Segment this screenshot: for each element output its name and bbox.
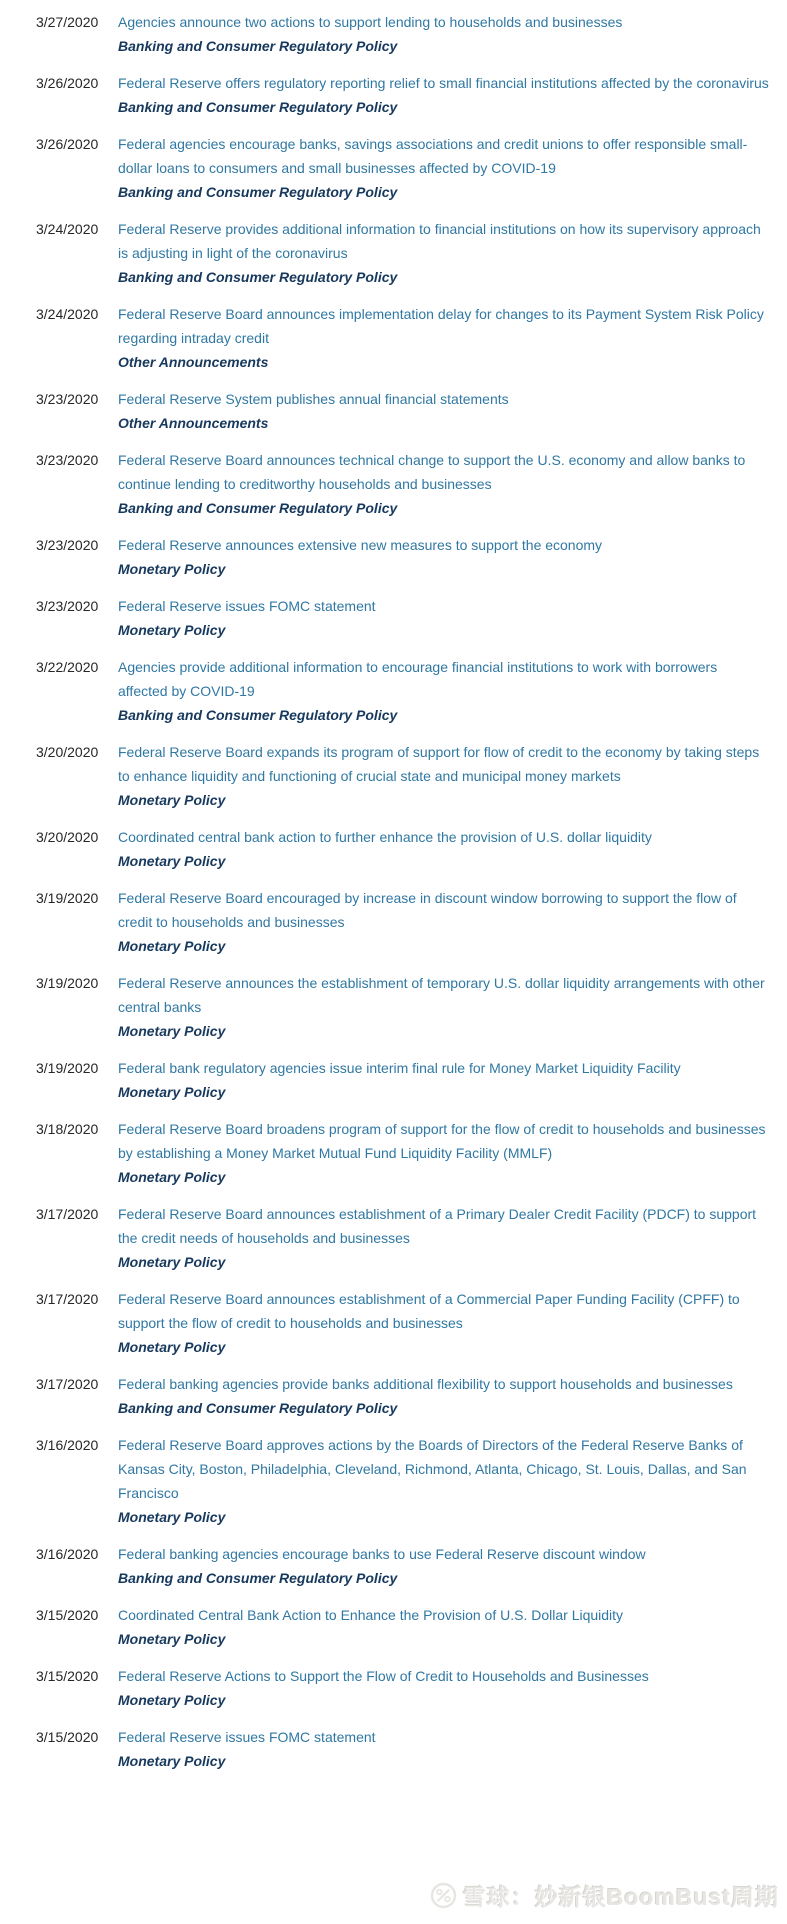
announcement-date: 3/16/2020: [36, 1437, 99, 1453]
announcement-content: [118, 1433, 769, 1529]
announcement-date: 3/15/2020: [36, 1668, 99, 1684]
announcement-date: 3/23/2020: [36, 598, 99, 614]
announcement-title-link[interactable]: Federal Reserve System publishes annual financial statements: [118, 391, 509, 407]
announcement-title-link[interactable]: Federal Reserve offers regulatory reporting relief to small financial institutions affected by the coronavirus: [118, 75, 769, 91]
announcement-row: [36, 886, 769, 958]
announcement-category-label: Monetary Policy: [118, 792, 226, 808]
announcement-content: [118, 1117, 769, 1189]
xueqiu-watermark: [430, 1879, 779, 1912]
announcement-title-link[interactable]: Federal Reserve issues FOMC statement: [118, 598, 376, 614]
announcement-title-link[interactable]: Agencies provide additional information to encourage financial institutions to work with borrowers affected by COVID-19: [118, 659, 718, 699]
announcement-category-label: Banking and Consumer Regulatory Policy: [118, 1570, 398, 1586]
announcement-content: [118, 655, 769, 727]
announcement-content: [118, 387, 769, 435]
announcement-row: [36, 1433, 769, 1529]
announcement-date: 3/18/2020: [36, 1121, 99, 1137]
announcement-title-link[interactable]: Coordinated Central Bank Action to Enhance the Provision of U.S. Dollar Liquidity: [118, 1607, 624, 1623]
announcement-date: 3/19/2020: [36, 890, 99, 906]
announcement-row: [36, 71, 769, 119]
announcement-content: [118, 10, 769, 58]
announcement-date: 3/16/2020: [36, 1546, 99, 1562]
announcement-title-link[interactable]: Federal bank regulatory agencies issue interim final rule for Money Market Liquidity Facility: [118, 1060, 681, 1076]
announcement-category-label: Banking and Consumer Regulatory Policy: [118, 1400, 398, 1416]
announcement-title-link[interactable]: Federal Reserve Board announces technical change to support the U.S. economy and allow banks to continue lending to creditworthy households and businesses: [118, 452, 746, 492]
announcement-title-link[interactable]: Agencies announce two actions to support lending to households and businesses: [118, 14, 623, 30]
announcement-category-label: Monetary Policy: [118, 1631, 226, 1647]
announcement-row: [36, 1664, 769, 1712]
announcement-category-label: Monetary Policy: [118, 1339, 226, 1355]
announcement-category-label: Monetary Policy: [118, 1169, 226, 1185]
announcement-content: [118, 533, 769, 581]
announcement-content: [118, 1542, 769, 1590]
announcement-title-link[interactable]: Federal Reserve Board expands its program of support for flow of credit to the economy by taking steps to enhance liquidity and functioning of crucial state and municipal money markets: [118, 744, 760, 784]
announcement-title-link[interactable]: Federal Reserve Board announces establishment of a Primary Dealer Credit Facility (PDCF) to support the credit needs of households and businesses: [118, 1206, 757, 1246]
announcement-content: [118, 971, 769, 1043]
announcement-content: [118, 1664, 769, 1712]
announcement-category-label: Other Announcements: [118, 354, 269, 370]
announcement-title-link[interactable]: Federal Reserve Board encouraged by increase in discount window borrowing to support the flow of credit to households and businesses: [118, 890, 737, 930]
xueqiu-watermark-text: 雪球：妙新银BoomBust周期: [462, 1884, 779, 1910]
announcement-title-link[interactable]: Federal Reserve Board announces establishment of a Commercial Paper Funding Facility (CPFF) to support the flow of credit to households and businesses: [118, 1291, 740, 1331]
announcement-date: 3/22/2020: [36, 659, 99, 675]
announcement-row: [36, 740, 769, 812]
announcement-date: 3/17/2020: [36, 1206, 99, 1222]
announcement-category-label: Banking and Consumer Regulatory Policy: [118, 269, 398, 285]
announcement-title-link[interactable]: Coordinated central bank action to further enhance the provision of U.S. dollar liquidity: [118, 829, 652, 845]
announcement-category-label: Banking and Consumer Regulatory Policy: [118, 99, 398, 115]
announcement-row: [36, 1287, 769, 1359]
announcement-row: [36, 217, 769, 289]
announcement-category-label: Monetary Policy: [118, 1692, 226, 1708]
announcement-row: [36, 971, 769, 1043]
announcement-row: [36, 302, 769, 374]
announcement-title-link[interactable]: Federal banking agencies encourage banks to use Federal Reserve discount window: [118, 1546, 646, 1562]
announcement-date: 3/15/2020: [36, 1607, 99, 1623]
announcement-title-link[interactable]: Federal Reserve Board announces implementation delay for changes to its Payment System Risk Policy regarding intraday credit: [118, 306, 764, 346]
announcement-row: [36, 10, 769, 58]
announcement-content: [118, 594, 769, 642]
announcement-category-label: Monetary Policy: [118, 622, 226, 638]
announcement-date: 3/19/2020: [36, 975, 99, 991]
announcement-category-label: Monetary Policy: [118, 853, 226, 869]
xueqiu-snowball-icon: [430, 1882, 457, 1909]
announcement-content: [118, 740, 769, 812]
announcement-content: [118, 132, 769, 204]
announcement-row: [36, 1603, 769, 1651]
announcement-row: [36, 448, 769, 520]
announcement-category-label: Monetary Policy: [118, 938, 226, 954]
announcement-category-label: Banking and Consumer Regulatory Policy: [118, 707, 398, 723]
announcement-date: 3/24/2020: [36, 221, 99, 237]
announcement-category-label: Banking and Consumer Regulatory Policy: [118, 500, 398, 516]
announcement-title-link[interactable]: Federal Reserve provides additional information to financial institutions on how its supervisory approach is adjusting in light of the coronavirus: [118, 221, 761, 261]
announcement-row: [36, 825, 769, 873]
announcement-content: [118, 1372, 769, 1420]
announcement-row: [36, 594, 769, 642]
announcement-date: 3/23/2020: [36, 452, 99, 468]
announcement-date: 3/17/2020: [36, 1376, 99, 1392]
announcement-row: [36, 1202, 769, 1274]
announcement-category-label: Monetary Policy: [118, 1254, 226, 1270]
announcement-date: 3/23/2020: [36, 537, 99, 553]
announcement-title-link[interactable]: Federal Reserve issues FOMC statement: [118, 1729, 376, 1745]
announcement-category-label: Monetary Policy: [118, 1084, 226, 1100]
announcement-row: [36, 132, 769, 204]
announcement-content: [118, 1287, 769, 1359]
announcement-title-link[interactable]: Federal agencies encourage banks, savings associations and credit unions to offer responsible small-dollar loans to consumers and small businesses affected by COVID-19: [118, 136, 748, 176]
announcement-content: [118, 1056, 769, 1104]
announcement-date: 3/26/2020: [36, 136, 99, 152]
announcement-date: 3/27/2020: [36, 14, 99, 30]
announcement-date: 3/20/2020: [36, 744, 99, 760]
announcement-category-label: Banking and Consumer Regulatory Policy: [118, 184, 398, 200]
announcement-date: 3/23/2020: [36, 391, 99, 407]
announcement-row: [36, 533, 769, 581]
announcement-row: [36, 387, 769, 435]
announcement-category-label: Monetary Policy: [118, 1753, 226, 1769]
announcement-content: [118, 825, 769, 873]
announcement-date: 3/26/2020: [36, 75, 99, 91]
announcement-title-link[interactable]: Federal Reserve Board approves actions by the Boards of Directors of the Federal Reserve Banks of Kansas City, Boston, Philadelphia, Cleveland, Richmond, Atlanta, Chicago, St. Louis, Dallas, and San Francisco: [118, 1437, 747, 1501]
announcement-content: [118, 302, 769, 374]
announcement-content: [118, 217, 769, 289]
announcement-row: [36, 1117, 769, 1189]
announcement-category-label: Monetary Policy: [118, 1509, 226, 1525]
announcement-date: 3/24/2020: [36, 306, 99, 322]
announcement-content: [118, 1202, 769, 1274]
announcement-category-label: Banking and Consumer Regulatory Policy: [118, 38, 398, 54]
announcement-title-link[interactable]: Federal banking agencies provide banks additional flexibility to support households and businesses: [118, 1376, 733, 1392]
announcement-content: [118, 71, 769, 119]
announcement-row: [36, 1725, 769, 1773]
announcement-content: [118, 886, 769, 958]
announcement-title-link[interactable]: Federal Reserve announces extensive new measures to support the economy: [118, 537, 603, 553]
announcement-row: [36, 1542, 769, 1590]
announcement-content: [118, 448, 769, 520]
announcement-title-link[interactable]: Federal Reserve Actions to Support the Flow of Credit to Households and Businesses: [118, 1668, 649, 1684]
announcement-category-label: Other Announcements: [118, 415, 269, 431]
announcement-date: 3/20/2020: [36, 829, 99, 845]
announcement-row: [36, 1056, 769, 1104]
announcement-category-label: Monetary Policy: [118, 561, 226, 577]
announcement-category-label: Monetary Policy: [118, 1023, 226, 1039]
announcement-date: 3/19/2020: [36, 1060, 99, 1076]
announcement-row: [36, 655, 769, 727]
announcement-title-link[interactable]: Federal Reserve Board broadens program of support for the flow of credit to households and businesses by establishing a Money Market Mutual Fund Liquidity Facility (MMLF): [118, 1121, 766, 1161]
announcement-title-link[interactable]: Federal Reserve announces the establishment of temporary U.S. dollar liquidity arrangements with other central banks: [118, 975, 765, 1015]
announcement-content: [118, 1603, 769, 1651]
announcement-date: 3/15/2020: [36, 1729, 99, 1745]
announcement-content: [118, 1725, 769, 1773]
announcement-row: [36, 1372, 769, 1420]
announcement-date: 3/17/2020: [36, 1291, 99, 1307]
